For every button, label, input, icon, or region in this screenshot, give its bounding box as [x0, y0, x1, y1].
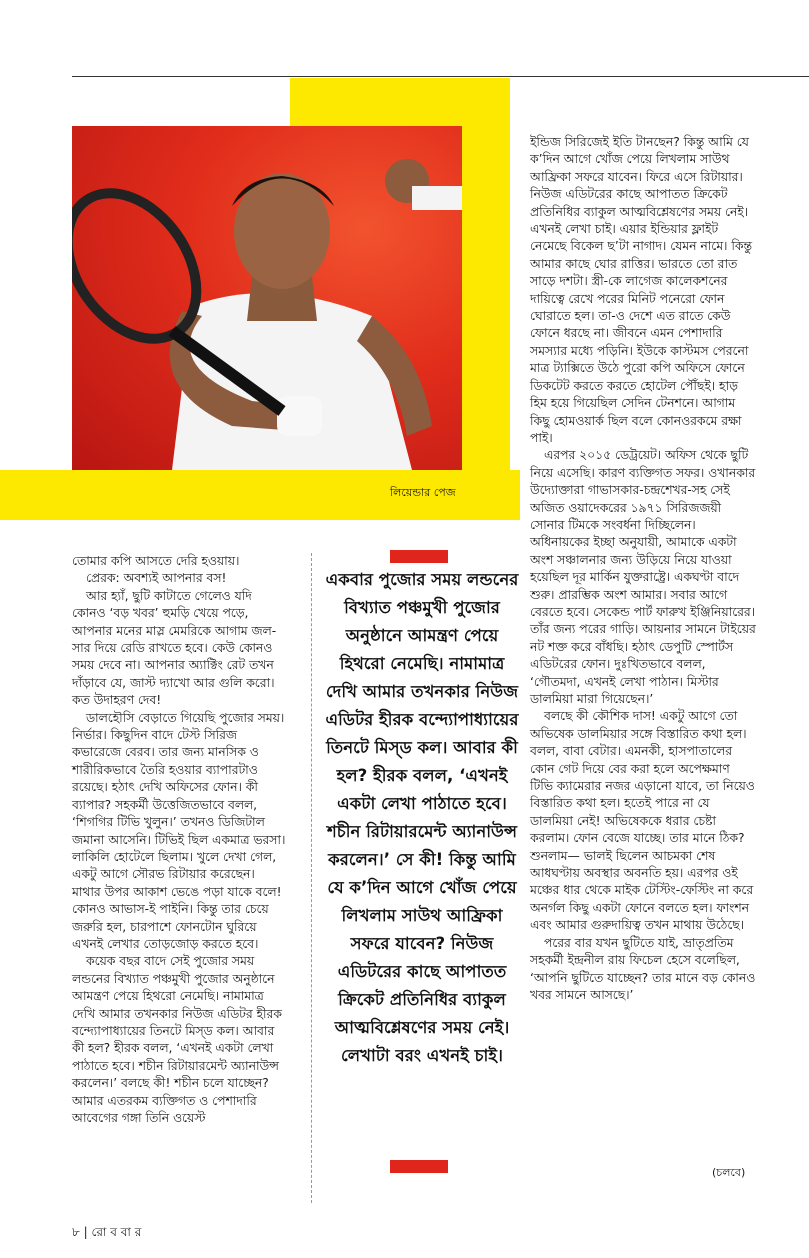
paragraph: এরপর ২০১৫ ডেট্রয়েট। অফিস থেকে ছুটি নিয়ে এসেছি। কারণ ব্যক্তিগত সফর। ওখানকার উদ্যোক্তারা গাভাসকার-চন্দ্রশেখর-সহ সেই অজিত ওয়াদেকরের ১৯৭১ সিরিজজয়ী সোনার টিমকে সংবর্ধনা দিচ্ছিলেন। অধিনায়কের ইচ্ছা অনুযায়ী, আমাকে একটা অংশ সঞ্চালনার জন্য উড়িয়ে নিয়ে যাওয়া হয়েছিল দূর মার্কিন যুক্তরাষ্ট্রে। একঘণ্টা বাদে শুরু। প্রারম্ভিক অংশ আমার। সবার আগে বেরতে হবে। সেকেন্ড পার্ট ফারুখ ইঞ্জিনিয়ারের। তাঁর জন্য পরের গাড়ি। আয়নার সামনে টাইয়ের নট শক্ত করে বাঁধছি। হঠাৎ ডেপুটি স্পোর্টস এডিটরের ফোন। দুঃখিতভাবে বলল, ‘গৌতমদা, এখনই লেখা পাঠান। মিস্টার ডালমিয়া মারা গিয়েছেন।’	[530, 448, 756, 706]
paragraph: ডালহৌসি বেড়াতে গিয়েছি পুজোর সময়। নির্ভার। কিছুদিন বাদে টেস্ট সিরিজ কভারেজে বেরব। তার জন্য মানসিক ও শারীরিকভাবে তৈরি হওয়ার ব্যাপারটাও রয়েছে। হঠাৎ দেখি অফিসের ফোন। কী ব্যাপার? সহকর্মী উত্তেজিতভাবে বলল, ‘শিগগির টিভি খুলুন।’ তখনও ডিজিটাল জমানা আসেনি। টিভিই ছিল একমাত্র ভরসা। লাকিলি হোটেলে ছিলাম। খুলে দেখা গেল, একটু আগে সৌরভ রিটায়ার করেছেন। মাথার উপর আকাশ ভেঙে পড়া যাকে বলে! কোনও আভাস-ই পাইনি। কিন্তু তার চেয়ে জরুরি হল, চারপাশে ফোনটোন ঘুরিয়ে এখনই লেখার তোড়জোড় করতে হবে।	[72, 710, 286, 951]
paragraph: তোমার কপি আসতে দেরি হওয়ায়।	[72, 554, 240, 568]
paragraph: আর হ্যাঁ, ছুটি কাটাতে গেলেও যদি কোনও ‘বড় খবর’ হুমড়ি খেয়ে পড়ে, আপনার মনের মাস্ল মেমরিকে আগাম জল-সার দিয়ে রেডি রাখতে হবে। কেউ কোনও সময় দেবে না। আপনার অ্যাক্টিং রেট তখন দাঁড়াবে যে, জাস্ট দ্যাখো আর গুলি করো। কত উদাহরণ দেব!	[72, 588, 277, 708]
pull-quote: একবার পুজোর সময় লন্ডনের বিখ্যাত পঞ্চমুখী পুজোর অনুষ্ঠানে আমন্ত্রণ পেয়ে হিথরো নেমেছি। নামামাত্র দেখি আমার তখনকার নিউজ এডিটর হীরক বন্দ্যোপাধ্যায়ের তিনটে মিস্ড কল। আবার কী হল? হীরক বলল, ‘এখনই একটা লেখা পাঠাতে হবে। শচীন রিটায়ারমেন্ট অ্যানাউন্স করলেন।’ সে কী! কিন্তু আমি যে ক’দিন আগে খোঁজ পেয়ে লিখলাম সাউথ আফ্রিকা সফরে যাবেন? নিউজ এডিটরের কাছে আপাতত ক্রিকেট প্রতিনিধির ব্যাকুল আত্মবিশ্লেষণের সময় নেই। লেখাটা বরং এখনই চাই।	[325, 570, 519, 1065]
right-column	[530, 134, 756, 1004]
pull-quote-bottom-bar	[390, 1160, 448, 1173]
photo-caption: লিয়েন্ডার পেজ	[390, 486, 456, 499]
page-footer: ৮ | রো ব বা র	[72, 1225, 142, 1239]
column-divider	[311, 553, 313, 1203]
wristband	[277, 396, 322, 436]
paragraph: কয়েক বছর বাদে সেই পুজোর সময় লন্ডনের বিখ্যাত পঞ্চমুখী পুজোর অনুষ্ঠানে আমন্ত্রণ পেয়ে হিথরো নেমেছি। নামামাত্র দেখি আমার তখনকার নিউজ এডিটর হীরক বন্দ্যোপাধ্যায়ের তিনটে মিস্ড কল। আবার কী হল? হীরক বলল, ‘এখনই একটা লেখা পাঠাতে হবে। শচীন রিটায়ারমেন্ট অ্যানাউন্স করলেন।’ বলছে কী! শচীন চলে যাচ্ছেন? আমার এতরকম ব্যক্তিগত ও পেশাদারি আবেগের গঙ্গা তিনি ওয়েস্ট	[72, 954, 282, 1125]
player-photo	[72, 126, 462, 470]
paragraph: পরের বার যখন ছুটিতে যাই, ভ্রাতৃপ্রতিম সহকর্মী ইন্দ্রনীল রায় ফিচেল হেসে বলেছিল, ‘আপনি ছুটিতে যাচ্ছেন? তার মানে বড় কোনও খবর সামনে আসছে।’	[530, 935, 756, 1002]
pull-quote-top-bar	[390, 550, 448, 563]
top-rule	[72, 76, 809, 77]
continued-label: (চলবে)	[712, 1166, 746, 1179]
player-illustration	[72, 126, 462, 470]
left-column	[72, 553, 286, 1127]
paragraph: বলছে কী কৌশিক দাস! একটু আগে তো অভিষেক ডালমিয়ার সঙ্গে বিস্তারিত কথা হল। বলল, বাবা বেটার। এমনকী, হাসপাতালের কোন গেট দিয়ে বের করা হলে অপেক্ষমাণ টিভি ক্যামেরার নজর এড়ানো যাবে, তা নিয়েও বিস্তারিত কথা হল। হতেই পারে না যে ডালমিয়া নেই! অভিষেককে ধরার চেষ্টা করলাম। ফোন বেজে যাচ্ছে। তার মানে ঠিক? শুনলাম— ভালই ছিলেন আচমকা শেষ আধঘণ্টায় অবস্থার অবনতি হয়। এরপর ওই মঞ্চের ধার থেকে মাইক টেস্টিং-ফেস্টিং না করে অনর্গল কিছু একটা ফোনে বলতে হল। ফাংশন এবং আমার গুরুদায়িত্ব তখন মাথায় উঠেছে।	[530, 709, 755, 933]
paragraph: ইন্ডিজ সিরিজেই ইতি টানছেন? কিন্তু আমি যে ক’দিন আগে খোঁজ পেয়ে লিখলাম সাউথ আফ্রিকা সফরে যাবেন। ফিরে এসে রিটায়ার। নিউজ এডিটরের কাছে আপাতত ক্রিকেট প্রতিনিধির ব্যাকুল আত্মবিশ্লেষণের সময় নেই। এখনই লেখা চাই। এয়ার ইন্ডিয়ার ফ্লাইট নেমেছে বিকেল ছ’টা নাগাদ। যেমন নামে। কিন্তু আমার কাছে ঘোর রাত্তির। ভারতে তো রাত সাড়ে দশটা। স্ত্রী-কে লাগেজ কালেকশনের দায়িত্বে রেখে পরের মিনিট পনেরো ফোন ঘোরাতে হল। তা-ও দেশে এত রাতে কেউ ফোনে ধরছে না। জীবনে এমন পেশাদারি সমস্যার মধ্যে পড়িনি। ইউকে কাস্টমস পেরনো মাত্র ট্যাক্সিতে উঠে পুরো কপি অফিসে ফোনে ডিকটেট করতে করতে হোটেল পৌঁছই। হাড় হিম হয়ে গিয়েছিল সেদিন টেনশনে। আগাম কিছু হোমওয়ার্ক ছিল বলে কোনওরকমে রক্ষা পাই।	[530, 135, 752, 445]
paragraph: প্রেরক: অবশ্যই আপনার বস!	[86, 571, 227, 586]
background-sleeve	[412, 186, 462, 210]
